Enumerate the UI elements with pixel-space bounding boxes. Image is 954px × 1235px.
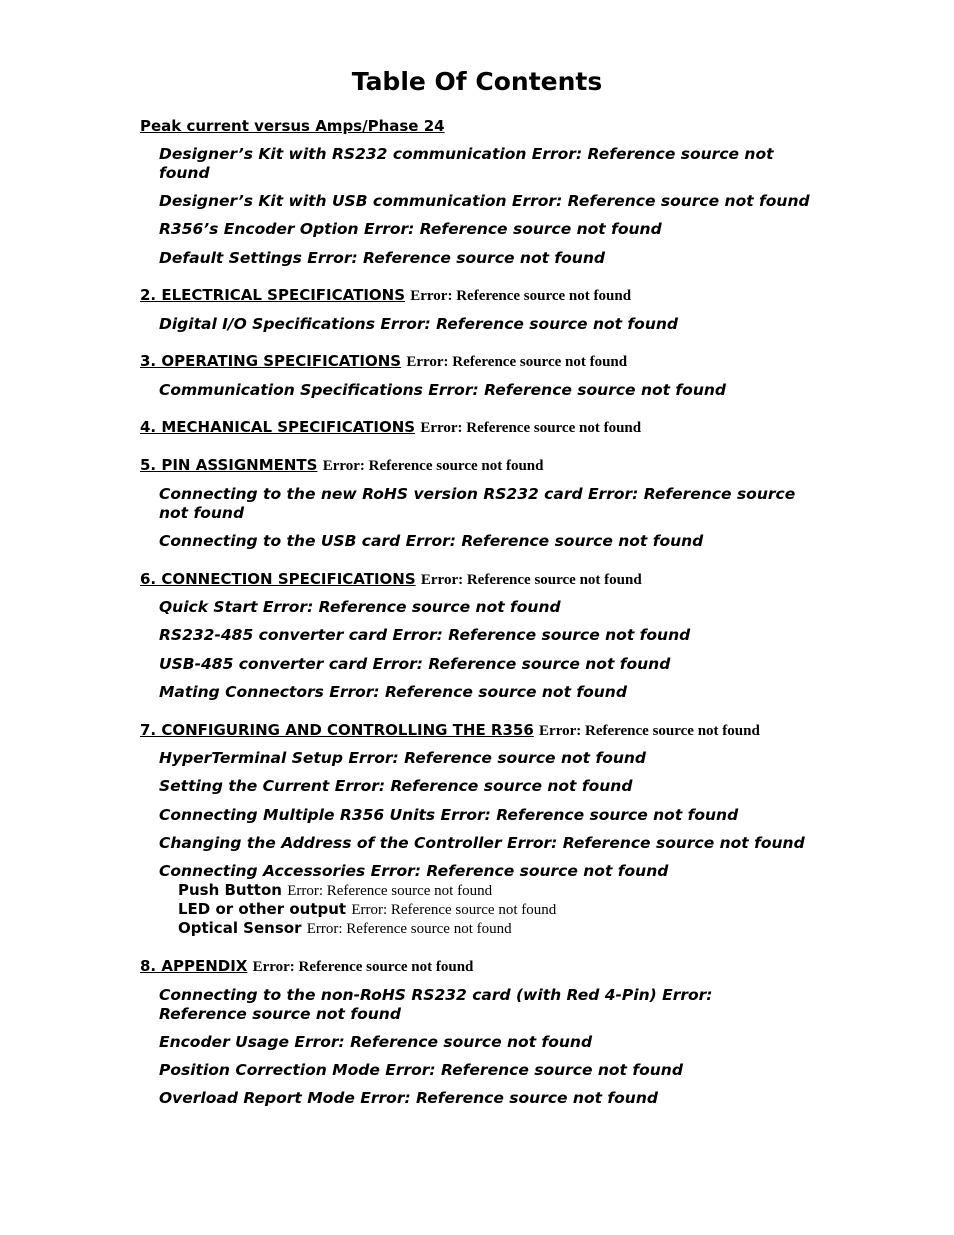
toc-heading: Optical Sensor [178,919,302,937]
toc-error-text: Error: Reference source not found [252,959,474,975]
toc-entry-rs232-kit[interactable]: Designer’s Kit with RS232 communication Error: Reference source not found [159,145,774,182]
toc-entry-digital-io[interactable]: Digital I/O Specifications Error: Reference source not found [159,315,678,333]
toc-entry-accessories[interactable]: Connecting Accessories Error: Reference source not found [159,862,669,880]
toc-entry-led-output[interactable] [178,900,556,920]
toc-entry-mechanical-specs[interactable] [140,418,641,438]
toc-heading: 5. PIN ASSIGNMENTS [140,456,318,474]
toc-entry-changing-address[interactable]: Changing the Address of the Controller Error: Reference source not found [159,834,805,852]
toc-entry-electrical-specs[interactable] [140,286,631,306]
toc-heading: 4. MECHANICAL SPECIFICATIONS [140,418,416,436]
toc-entry-overload-report[interactable]: Overload Report Mode Error: Reference source not found [159,1089,658,1107]
toc-entry-usb-card[interactable]: Connecting to the USB card Error: Reference source not found [159,532,704,550]
toc-entry-quick-start[interactable]: Quick Start Error: Reference source not found [159,598,561,616]
toc-entry-push-button[interactable] [178,881,492,901]
toc-heading: 7. CONFIGURING AND CONTROLLING THE R356 [140,721,534,739]
toc-heading: 6. CONNECTION SPECIFICATIONS [140,570,416,588]
toc-entry-non-rohs-rs232[interactable]: Connecting to the non-RoHS RS232 card (with Red 4-Pin) Error: Reference source not found [159,986,713,1023]
toc-entry-peak-current[interactable] [140,117,445,136]
toc-entry-setting-current[interactable]: Setting the Current Error: Reference source not found [159,777,633,795]
toc-entry-configuring[interactable] [140,721,760,741]
toc-entry-rohs-rs232[interactable]: Connecting to the new RoHS version RS232 card Error: Reference source not found [159,485,796,522]
toc-entry-position-correction[interactable]: Position Correction Mode Error: Reference source not found [159,1061,683,1079]
toc-error-text: Error: Reference source not found [420,420,642,436]
page-title: Table Of Contents [351,67,603,96]
toc-heading: Push Button [178,881,282,899]
toc-entry-encoder-option[interactable]: R356’s Encoder Option Error: Reference source not found [159,220,662,238]
toc-error-text: Error: Reference source not found [322,458,544,474]
toc-error-text: Error: Reference source not found [406,354,628,370]
toc-entry-connection-specs[interactable] [140,570,642,590]
toc-entry-multiple-units[interactable]: Connecting Multiple R356 Units Error: Reference source not found [159,806,739,824]
toc-entry-usb-485[interactable]: USB-485 converter card Error: Reference source not found [159,655,671,673]
toc-entry-mating-connectors[interactable]: Mating Connectors Error: Reference source not found [159,683,627,701]
toc-error-text: Error: Reference source not found [351,902,557,918]
toc-entry-hyperterminal[interactable]: HyperTerminal Setup Error: Reference source not found [159,749,647,767]
toc-error-text: Error: Reference source not found [420,572,642,588]
toc-entry-communication-specs[interactable]: Communication Specifications Error: Reference source not found [159,381,726,399]
toc-entry-default-settings[interactable]: Default Settings Error: Reference source not found [159,249,605,267]
toc-heading: 3. OPERATING SPECIFICATIONS [140,352,402,370]
toc-heading: LED or other output [178,900,347,918]
toc-heading: Peak current versus Amps/Phase 24 [140,117,445,135]
toc-entry-encoder-usage[interactable]: Encoder Usage Error: Reference source not found [159,1033,593,1051]
toc-entry-appendix[interactable] [140,957,473,977]
toc-error-text: Error: Reference source not found [410,288,632,304]
toc-entry-operating-specs[interactable] [140,352,627,372]
toc-heading: 2. ELECTRICAL SPECIFICATIONS [140,286,406,304]
toc-entry-rs232-485[interactable]: RS232-485 converter card Error: Reference source not found [159,626,691,644]
toc-heading: 8. APPENDIX [140,957,248,975]
toc-entry-pin-assignments[interactable] [140,456,544,476]
toc-error-text: Error: Reference source not found [306,921,512,937]
toc-error-text: Error: Reference source not found [539,723,760,739]
toc-entry-optical-sensor[interactable] [178,919,512,939]
toc-entry-usb-kit[interactable]: Designer’s Kit with USB communication Error: Reference source not found [159,192,810,210]
toc-error-text: Error: Reference source not found [287,883,493,899]
